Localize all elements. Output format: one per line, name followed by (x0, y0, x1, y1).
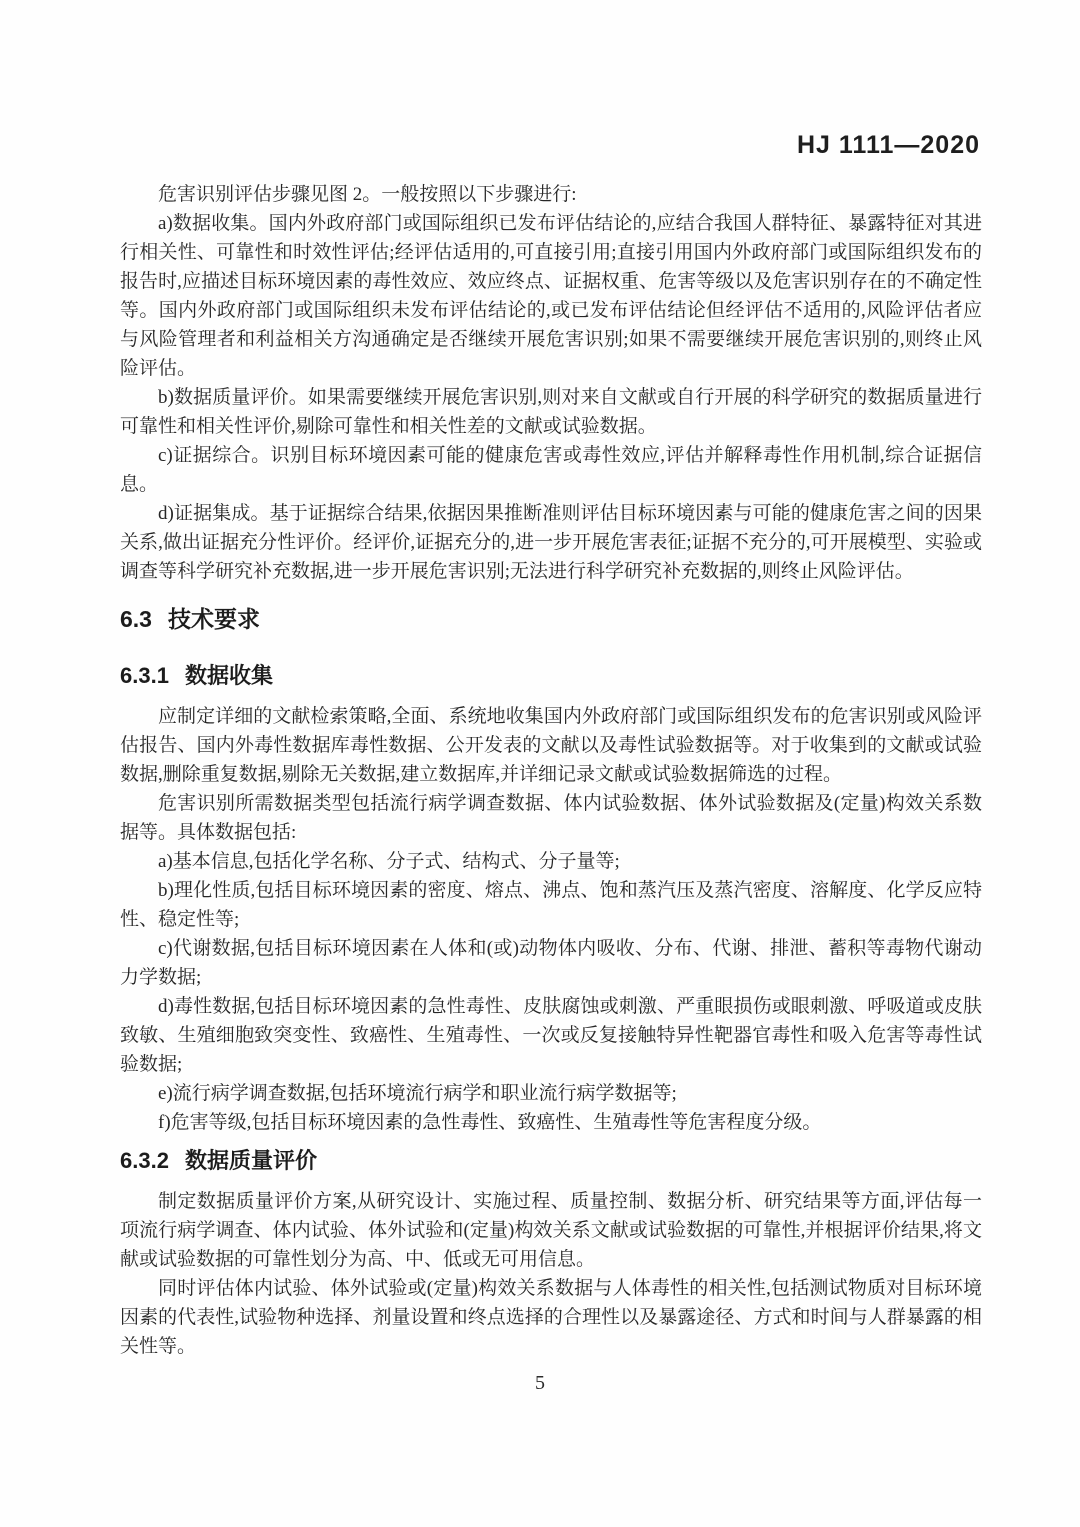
section-title: 技术要求 (167, 606, 260, 632)
step-paragraph-d: d)证据集成。基于证据综合结果,依据因果推断准则评估目标环境因素与可能的健康危害之间的因果关系,做出证据充分性评价。经评价,证据充分的,进一步开展危害表征;证据不充分的,可开展模型、实验或调查等科学研究补充数据,进一步开展危害识别;无法进行科学研究补充数据的,则终止风险评估。 (120, 503, 982, 582)
subsection-title: 数据收集 (184, 663, 273, 688)
section-number: 6.3 (120, 606, 152, 632)
subsection-heading-6-3-1 (120, 660, 982, 692)
subsection-number: 6.3.2 (120, 1148, 169, 1173)
step-paragraph-b: b)数据质量评价。如果需要继续开展危害识别,则对来自文献或自行开展的科学研究的数据质量进行可靠性和相关性评价,剔除可靠性和相关性差的文献或试验数据。 (120, 387, 982, 437)
data-item-e: e)流行病学调查数据,包括环境流行病学和职业流行病学数据等; (158, 1083, 677, 1104)
data-collection-paragraph-2: 危害识别所需数据类型包括流行病学调查数据、体内试验数据、体外试验数据及(定量)构效关系数据等。具体数据包括: (120, 793, 982, 843)
data-collection-paragraph-1: 应制定详细的文献检索策略,全面、系统地收集国内外政府部门或国际组织发布的危害识别或风险评估报告、国内外毒性数据库毒性数据、公开发表的文献以及毒性试验数据等。对于收集到的文献或试验数据,删除重复数据,剔除无关数据,建立数据库,并详细记录文献或试验数据筛选的过程。 (120, 706, 982, 785)
subsection-title: 数据质量评价 (184, 1148, 317, 1173)
data-item-c: c)代谢数据,包括目标环境因素在人体和(或)动物体内吸收、分布、代谢、排泄、蓄积等毒物代谢动力学数据; (120, 938, 982, 988)
page-number: 5 (535, 1372, 545, 1394)
doc-standard-number: HJ 1111—2020 (797, 131, 980, 159)
step-paragraph-a: a)数据收集。国内外政府部门或国际组织已发布评估结论的,应结合我国人群特征、暴露特征对其进行相关性、可靠性和时效性评估;经评估适用的,可直接引用;直接引用国内外政府部门或国际组织发布的报告时,应描述目标环境因素的毒性效应、效应终点、证据权重、危害等级以及危害识别存在的不确定性等。国内外政府部门或国际组织未发布评估结论的,或已发布评估结论但经评估不适用的,风险评估者应与风险管理者和利益相关方沟通确定是否继续开展危害识别;如果不需要继续开展危害识别的,则终止风险评估。 (120, 213, 982, 379)
subsection-heading-6-3-2 (120, 1145, 982, 1177)
data-item-f: f)危害等级,包括目标环境因素的急性毒性、致癌性、生殖毒性等危害程度分级。 (158, 1112, 822, 1133)
quality-eval-paragraph-1: 制定数据质量评价方案,从研究设计、实施过程、质量控制、数据分析、研究结果等方面,评估每一项流行病学调查、体内试验、体外试验和(定量)构效关系文献或试验数据的可靠性,并根据评价结果,将文献或试验数据的可靠性划分为高、中、低或无可用信息。 (120, 1191, 982, 1270)
page-content (120, 180, 982, 1361)
subsection-number: 6.3.1 (120, 663, 169, 688)
quality-eval-paragraph-2: 同时评估体内试验、体外试验或(定量)构效关系数据与人体毒性的相关性,包括测试物质对目标环境因素的代表性,试验物种选择、剂量设置和终点选择的合理性以及暴露途径、方式和时间与人群暴露的相关性等。 (120, 1278, 982, 1357)
data-item-d: d)毒性数据,包括目标环境因素的急性毒性、皮肤腐蚀或刺激、严重眼损伤或眼刺激、呼吸道或皮肤致敏、生殖细胞致突变性、致癌性、生殖毒性、一次或反复接触特异性靶器官毒性和吸入危害等毒性试验数据; (120, 996, 982, 1075)
data-item-a: a)基本信息,包括化学名称、分子式、结构式、分子量等; (158, 851, 620, 872)
section-heading-6-3 (120, 602, 982, 636)
data-item-b: b)理化性质,包括目标环境因素的密度、熔点、沸点、饱和蒸汽压及蒸汽密度、溶解度、化学反应特性、稳定性等; (120, 880, 982, 930)
intro-paragraph: 危害识别评估步骤见图 2。一般按照以下步骤进行: (158, 184, 577, 205)
step-paragraph-c: c)证据综合。识别目标环境因素可能的健康危害或毒性效应,评估并解释毒性作用机制,综合证据信息。 (120, 445, 982, 495)
